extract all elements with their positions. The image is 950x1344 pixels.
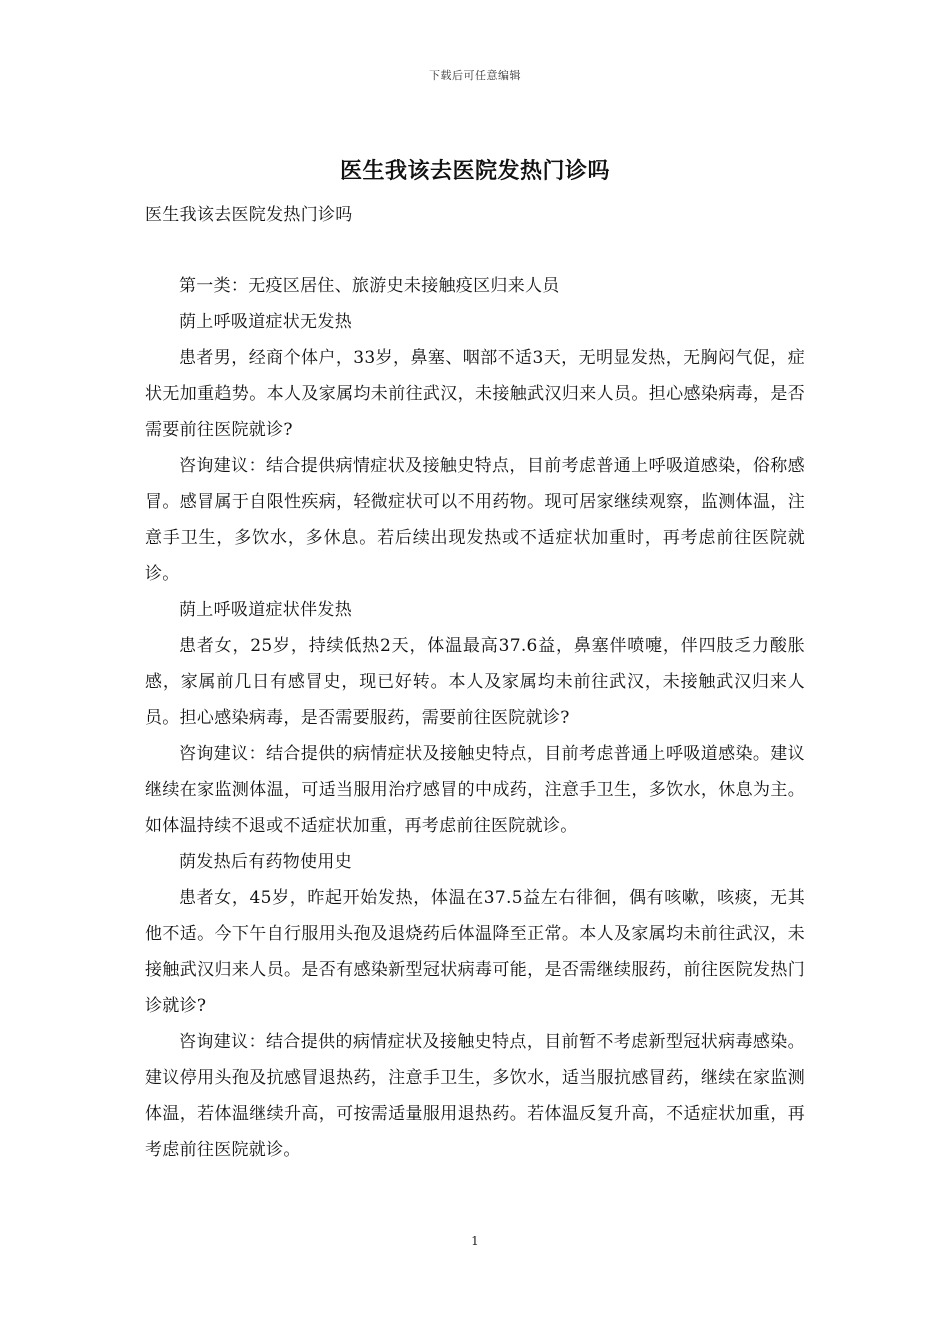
case-heading: 荫发热后有药物使用史 bbox=[179, 852, 352, 872]
case-description: 患者女，25岁，持续低热2天，体温最高37.6益，鼻塞伴喷嚏，伴四肢乏力酸胀感，家属前几日有感冒史，现已好转。本人及家属均未前往武汉，未接触武汉归来人员。担心感染病毒，是否需要服药，需要前往医院就诊? bbox=[145, 636, 805, 728]
document-subtitle: 医生我该去医院发热门诊吗 bbox=[145, 205, 353, 225]
header-note: 下载后可任意编辑 bbox=[429, 69, 521, 82]
consultation-advice: 咨询建议：结合提供的病情症状及接触史特点，目前暂不考虑新型冠状病毒感染。建议停用头孢及抗感冒退热药，注意手卫生，多饮水，适当服抗感冒药，继续在家监测体温，若体温继续升高，可按需适量服用退热药。若体温反复升高，不适症状加重，再考虑前往医院就诊。 bbox=[145, 1032, 805, 1160]
consultation-advice: 咨询建议：结合提供的病情症状及接触史特点，目前考虑普通上呼吸道感染。建议继续在家监测体温，可适当服用治疗感冒的中成药，注意手卫生，多饮水，休息为主。如体温持续不退或不适症状加重，再考虑前往医院就诊。 bbox=[145, 744, 805, 836]
page-number: 1 bbox=[471, 1234, 479, 1248]
section-heading: 第一类：无疫区居住、旅游史未接触疫区归来人员 bbox=[179, 276, 560, 296]
consultation-advice: 咨询建议：结合提供病情症状及接触史特点，目前考虑普通上呼吸道感染，俗称感冒。感冒属于自限性疾病，轻微症状可以不用药物。现可居家继续观察，监测体温，注意手卫生，多饮水，多休息。若后续出现发热或不适症状加重时，再考虑前往医院就诊。 bbox=[145, 456, 805, 584]
case-description: 患者男，经商个体户，33岁，鼻塞、咽部不适3天，无明显发热，无胸闷气促，症状无加重趋势。本人及家属均未前往武汉，未接触武汉归来人员。担心感染病毒，是否需要前往医院就诊? bbox=[145, 348, 805, 440]
document-title: 医生我该去医院发热门诊吗 bbox=[339, 158, 610, 184]
document-body bbox=[145, 268, 805, 1168]
case-heading: 荫上呼吸道症状伴发热 bbox=[179, 600, 352, 620]
case-heading: 荫上呼吸道症状无发热 bbox=[179, 312, 352, 332]
case-description: 患者女，45岁，昨起开始发热，体温在37.5益左右徘徊，偶有咳嗽，咳痰，无其他不适。今下午自行服用头孢及退烧药后体温降至正常。本人及家属均未前往武汉，未接触武汉归来人员。是否有感染新型冠状病毒可能，是否需继续服药，前往医院发热门诊就诊? bbox=[145, 888, 805, 1016]
